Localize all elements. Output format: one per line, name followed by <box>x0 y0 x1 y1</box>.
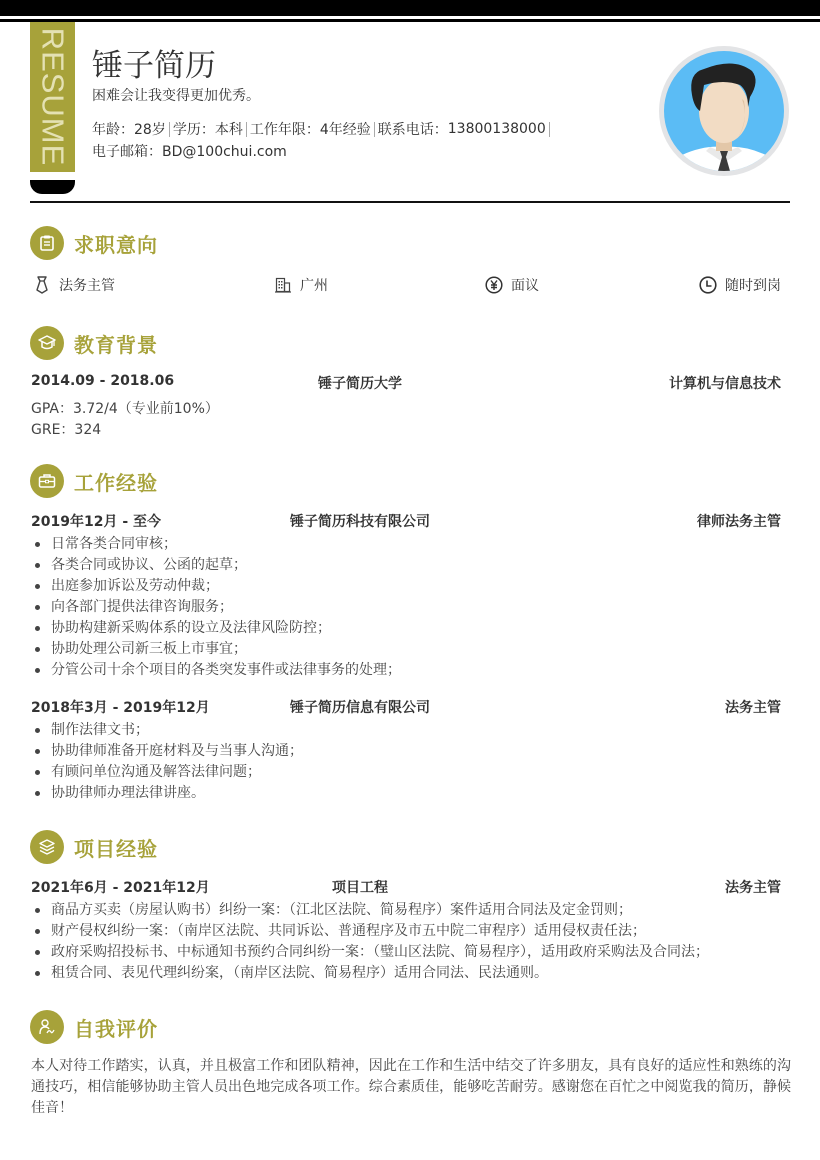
info-separator <box>246 122 247 137</box>
info-education <box>173 119 243 139</box>
project-role: 法务主管 <box>725 880 781 896</box>
intent-position-value: 法务主管 <box>59 278 115 294</box>
info-email <box>92 141 287 161</box>
info-phone <box>378 119 546 139</box>
list-item: 租赁合同、表见代理纠纷案，（南岸区法院、简易程序）适用合同法、民法通则。 <box>31 963 709 984</box>
education-period: 2014.09 - 2018.06 <box>31 373 175 389</box>
project-period: 2021年6月 - 2021年12月 <box>31 880 210 896</box>
intent-availability-value: 随时到岗 <box>725 278 781 294</box>
basic-info-line <box>92 119 553 139</box>
header-divider <box>30 201 790 203</box>
info-age-label: 年龄： <box>92 122 134 138</box>
info-education-value: 本科 <box>214 122 243 138</box>
list-item: 日常各类合同审核； <box>31 534 401 555</box>
clipboard-icon <box>30 226 64 260</box>
list-item: 协助律师办理法律讲座。 <box>31 783 303 804</box>
list-item: 协助构建新采购体系的设立及法律风险防控； <box>31 618 401 639</box>
graduation-cap-icon <box>30 326 64 360</box>
top-black-bar <box>0 0 820 16</box>
intent-salary-value: 面议 <box>511 278 539 294</box>
list-item: 协助处理公司新三板上市事宜； <box>31 639 401 660</box>
section-title-work: 工作经验 <box>74 470 158 495</box>
list-item: 有顾问单位沟通及解答法律问题； <box>31 762 303 783</box>
section-header-education <box>30 326 158 360</box>
info-age-value: 28岁 <box>134 122 166 138</box>
list-item: 向各部门提供法律咨询服务； <box>31 597 401 618</box>
section-title-education: 教育背景 <box>74 332 158 357</box>
motto: 困难会让我变得更加优秀。 <box>92 88 260 104</box>
tie-icon <box>33 276 51 294</box>
info-separator <box>549 122 550 137</box>
info-work-years <box>250 119 371 139</box>
person-sign-icon <box>30 1010 64 1044</box>
info-email-label: 电子邮箱： <box>92 144 162 160</box>
layers-icon <box>30 830 64 864</box>
info-age <box>92 119 166 139</box>
project-cases-list <box>31 900 709 984</box>
avatar <box>659 46 789 176</box>
list-item: 分管公司十余个项目的各类突发事件或法律事务的处理； <box>31 660 401 681</box>
list-item: 政府采购招投标书、中标通知书预约合同纠纷一案：（璧山区法院、简易程序），适用政府采购法及合同法； <box>31 942 709 963</box>
work-company: 锤子简历信息有限公司 <box>290 700 430 716</box>
resume-tab-cap <box>30 180 75 194</box>
education-school: 锤子简历大学 <box>318 376 402 392</box>
work-company: 锤子简历科技有限公司 <box>290 514 430 530</box>
education-entry-header <box>31 373 781 393</box>
top-black-line <box>0 19 820 22</box>
work-role: 律师法务主管 <box>697 514 781 530</box>
info-education-label: 学历： <box>172 122 215 138</box>
intent-city-value: 广州 <box>300 278 328 294</box>
section-header-work <box>30 464 158 498</box>
section-title-intent: 求职意向 <box>74 232 158 257</box>
building-icon <box>274 276 292 294</box>
work-entry-header <box>31 511 781 531</box>
work-duties-list <box>31 534 401 681</box>
work-period: 2018年3月 - 2019年12月 <box>31 700 210 716</box>
info-email-value: BD@100chui.com <box>162 144 287 160</box>
clock-icon <box>699 276 717 294</box>
intent-city <box>274 275 328 295</box>
list-item: 出庭参加诉讼及劳动仲裁； <box>31 576 401 597</box>
section-title-self-eval: 自我评价 <box>74 1016 158 1041</box>
self-evaluation-text: 本人对待工作踏实，认真，并且极富工作和团队精神，因此在工作和生活中结交了许多朋友，具有良好的适应性和熟练的沟通技巧，相信能够协助主管人员出色地完成各项工作。综合素质佳，能够吃苦耐劳。感谢您在百忙之中阅览我的简历，静候佳音！ <box>31 1058 791 1116</box>
resume-vertical-tab <box>30 22 75 172</box>
list-item: 制作法律文书； <box>31 720 303 741</box>
work-role: 法务主管 <box>725 700 781 716</box>
yen-icon <box>485 276 503 294</box>
info-separator <box>169 122 170 137</box>
list-item: 商品方买卖（房屋认购书）纠纷一案：（江北区法院、简易程序）案件适用合同法及定金罚则； <box>31 900 709 921</box>
education-major: 计算机与信息技术 <box>669 376 781 392</box>
candidate-name: 锤子简历 <box>92 48 216 84</box>
male-avatar-icon <box>664 51 784 171</box>
info-phone-value: 13800138000 <box>447 121 546 137</box>
list-item: 财产侵权纠纷一案：（南岸区法院、共同诉讼、普通程序及市五中院二审程序）适用侵权责任法； <box>31 921 709 942</box>
section-header-self-eval <box>30 1010 158 1044</box>
section-header-projects <box>30 830 158 864</box>
intent-availability <box>699 275 781 295</box>
intent-salary <box>485 275 539 295</box>
intent-row <box>0 275 820 297</box>
resume-tab-label: RESUME <box>35 27 71 167</box>
intent-position <box>33 275 115 295</box>
work-duties-list <box>31 720 303 804</box>
education-gre: GRE：324 <box>31 422 102 438</box>
project-name: 项目工程 <box>332 880 388 896</box>
list-item: 协助律师准备开庭材料及与当事人沟通； <box>31 741 303 762</box>
info-work-years-label: 工作年限： <box>249 122 320 138</box>
work-entry-header <box>31 697 781 717</box>
list-item: 各类合同或协议、公函的起草； <box>31 555 401 576</box>
education-gpa: GPA：3.72/4（专业前10%） <box>31 401 219 417</box>
section-header-intent <box>30 226 158 260</box>
section-title-projects: 项目经验 <box>74 836 158 861</box>
project-entry-header <box>31 877 781 897</box>
info-work-years-value: 4年经验 <box>319 122 371 138</box>
info-phone-label: 联系电话： <box>377 122 448 138</box>
briefcase-icon <box>30 464 64 498</box>
work-period: 2019年12月 - 至今 <box>31 514 162 530</box>
info-separator <box>374 122 375 137</box>
